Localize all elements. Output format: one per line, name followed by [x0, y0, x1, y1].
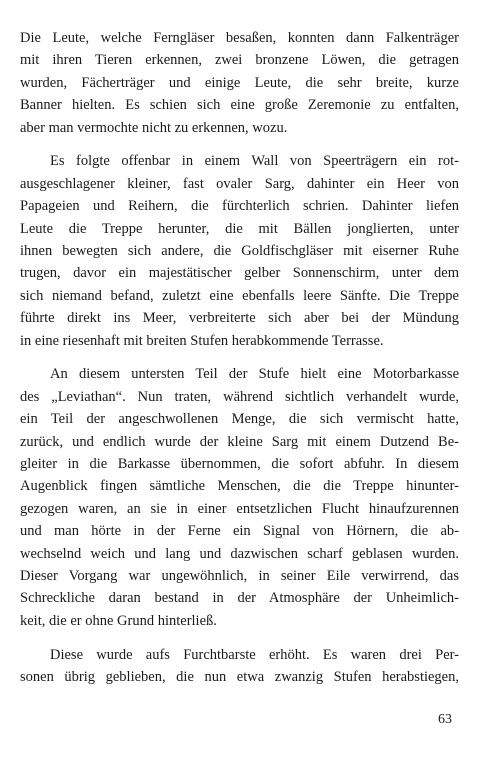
text-line: und man hörte in der Ferne ein Signal von Hörnern, die ab- [20, 523, 459, 540]
text-line: ihnen bewegten sich andere, die Goldfischgläser mit eiserner Ruhe [20, 243, 459, 260]
text-line: Banner hielten. Es schien sich eine große Zeremonie zu entfalten, [20, 97, 459, 114]
text-line: ausgeschlagener kleiner, fast ovaler Sarg, dahinter ein Heer von [20, 175, 459, 192]
text-line: trugen, davor ein majestätischer gelber Sonnenschirm, unter dem [20, 265, 459, 282]
page-number: 63 [438, 712, 452, 727]
paragraph-gap [20, 632, 459, 644]
paragraph [20, 150, 459, 352]
text-line: führte direkt ins Meer, verbreiterte sich aber bei der Mündung [20, 310, 459, 327]
text-line: zurück, und endlich wurde der kleine Sarg mit einem Dutzend Be- [20, 433, 459, 450]
paragraph-gap [20, 139, 459, 151]
text-line: sonen übrig geblieben, die nun etwa zwanzig Stufen herabstiegen, [20, 669, 459, 686]
text-line: Dieser Vorgang war ungewöhnlich, in seiner Eile verwirrend, das [20, 567, 459, 584]
text-line: Diese wurde aufs Furchtbarste erhöht. Es waren drei Per- [50, 646, 459, 663]
text-line: gezogen waren, an sie in einer entsetzlichen Flucht hinaufzurennen [20, 500, 459, 517]
text-line: Augenblick fingen sämtliche Menschen, die die Treppe hinunter- [20, 478, 459, 495]
paragraph [20, 363, 459, 632]
text-line: aber man vermochte nicht zu erkennen, wozu. [20, 119, 288, 136]
text-line: mit ihren Tieren erkennen, zwei bronzene Löwen, die getragen [20, 52, 459, 69]
text-line: in eine riesenhaft mit breiten Stufen herabkommende Terrasse. [20, 332, 384, 349]
text-line: Leute die Treppe herunter, die mit Bällen jonglierten, unter [20, 220, 459, 237]
paragraph [20, 644, 459, 689]
text-line: wurden, Fächerträger und einige Leute, die sehr breite, kurze [20, 74, 459, 91]
text-line: An diesem untersten Teil der Stufe hielt eine Motorbarkasse [50, 366, 459, 383]
text-line: ein Teil der angeschwollenen Menge, die sich vermischt hatte, [20, 411, 459, 428]
text-line: sich niemand befand, zuletzt eine ebenfalls leere Sänfte. Die Treppe [20, 287, 459, 304]
text-line: Papageien und Reihern, die fürchterlich schrien. Dahinter liefen [20, 198, 459, 215]
text-line: wechselnd weich und lang und dazwischen scharf geblasen wurden. [20, 545, 459, 562]
paragraph-gap [20, 352, 459, 364]
text-line: Schreckliche daran bestand in der Atmosphäre der Unheimlich- [20, 590, 459, 607]
text-line: gleiter in die Barkasse übernommen, die sofort abfuhr. In diesem [20, 456, 459, 473]
paragraph [20, 27, 459, 139]
text-line: des „Leviathan“. Nun traten, während sichtlich verhandelt wurde, [20, 388, 459, 405]
text-line: Es folgte offenbar in einem Wall von Speerträgern ein rot- [50, 153, 459, 170]
text-line: Die Leute, welche Ferngläser besaßen, konnten dann Falkenträger [20, 30, 459, 46]
text-line: keit, die er ohne Grund hinterließ. [20, 612, 217, 629]
body-text [20, 27, 459, 688]
